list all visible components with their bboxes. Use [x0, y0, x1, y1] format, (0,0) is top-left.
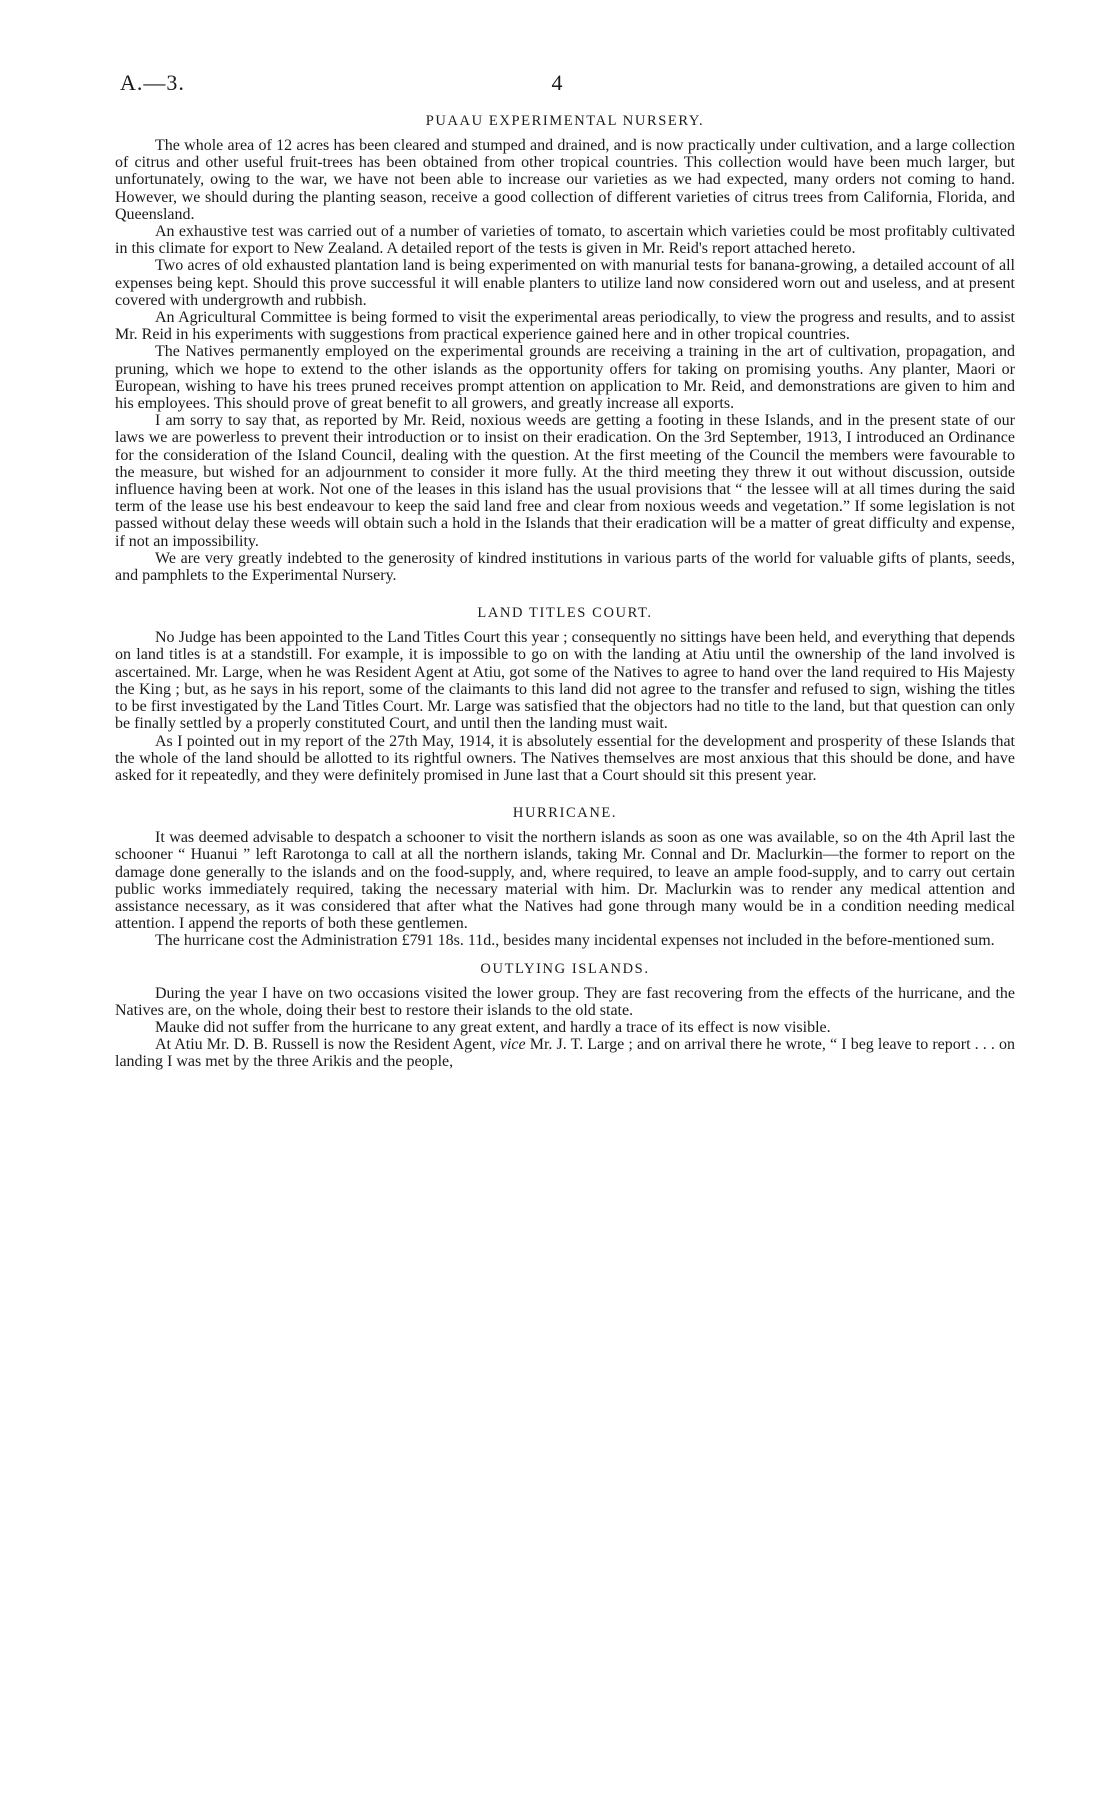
paragraph: An Agricultural Committee is being formed to visit the experimental areas periodically, to view the progress and results, and to assist Mr. Reid in his experiments with suggestions from practical experience gained here and in other tropical countries.: [115, 309, 1015, 344]
paragraph: Mauke did not suffer from the hurricane to any great extent, and hardly a trace of its effect is now visible.: [155, 1018, 831, 1036]
text-run: Mr. J. T. Large ; and on arrival there he wrote, “ I beg leave to report . . . on landing I was met by the three Arikis and the people,: [115, 1036, 1016, 1071]
paragraph: An exhaustive test was carried out of a number of varieties of tomato, to ascertain which varieties could be most profitably cultivated in this climate for export to New Zealand. A detailed report of the tests is given in Mr. Reid's report attached hereto.: [115, 223, 1015, 258]
text-run: At Atiu Mr. D. B. Russell is now the Resident Agent,: [155, 1036, 500, 1054]
document-reference: A.—3.: [120, 70, 185, 95]
paragraph: The whole area of 12 acres has been cleared and stumped and drained, and is now practically under cultivation, and a large collection of citrus and other useful fruit-trees has been obtained from other tropical countries. This collection would have been much larger, but unfortunately, owing to the war, we have not been able to increase our varieties as we had expected, many orders not coming to hand. However, we should during the planting season, receive a good collection of different varieties of citrus trees from California, Florida, and Queensland.: [115, 137, 1015, 223]
section-heading-puaau-nursery: PUAAU EXPERIMENTAL NURSERY.: [425, 113, 705, 129]
running-head: [120, 70, 994, 100]
paragraph: It was deemed advisable to despatch a schooner to visit the northern islands as soon as one was available, so on the 4th April last the schooner “ Huanui ” left Rarotonga to call at all the northern islands, taking Mr. Connal and Dr. Maclurkin—the former to report on the damage done generally to the islands and on the food-supply, and, where required, to leave an ample food-supply, and to carry out certain public works immediately required, taking the necessary material with him. Dr. Maclurkin was to render any medical attention and assistance necessary, as it was considered that after what the Natives had gone through many would be in a condition needing medical attention. I append the reports of both these gentlemen.: [115, 829, 1015, 933]
paragraph: No Judge has been appointed to the Land Titles Court this year ; consequently no sittings have been held, and everything that depends on land titles is at a standstill. For example, it is impossible to go on with the landing at Atiu until the ownership of the land involved is ascertained. Mr. Large, when he was Resident Agent at Atiu, got some of the Natives to agree to hand over the land required to His Majesty the King ; but, as he says in his report, some of the claimants to this land did not agree to the transfer and refused to sign, wishing the titles to be first investigated by the Land Titles Court. Mr. Large was satisfied that the objectors had no title to the land, but that question can only be finally settled by a properly constituted Court, and until then the landing must wait.: [115, 629, 1015, 733]
paragraph: As I pointed out in my report of the 27th May, 1914, it is absolutely essential for the development and prosperity of these Islands that the whole of the land should be allotted to its rightful owners. The Natives themselves are most anxious that this should be done, and have asked for it repeatedly, and they were definitely promised in June last that a Court should sit this present year.: [115, 732, 1015, 784]
section-heading-land-titles-court: LAND TITLES COURT.: [477, 605, 653, 622]
paragraph-atiu: [115, 1036, 1015, 1070]
paragraph: The Natives permanently employed on the experimental grounds are receiving a training in the art of cultivation, propagation, and pruning, which we hope to extend to the other islands as the opportunity offers for taking on promising youths. Any planter, Maori or European, wishing to have his trees pruned receives prompt attention on application to Mr. Reid, and demonstrations are given to him and his employees. This should prove of great benefit to all growers, and greatly increase all exports.: [115, 343, 1015, 413]
section-heading-outlying-islands: OUTLYING ISLANDS.: [480, 960, 650, 977]
paragraph: I am sorry to say that, as reported by Mr. Reid, noxious weeds are getting a footing in these Islands, and in the present state of our laws we are powerless to prevent their introduction or to insist on their eradication. On the 3rd September, 1913, I introduced an Ordinance for the consideration of the Island Council, dealing with the question. At the first meeting of the Council the members were favourable to the measure, but wished for an adjournment to consider it more fully. At the third meeting they threw it out without discussion, outside influence having been at work. Not one of the leases in this island has the usual provisions that “ the lessee will at all times during the said term of the lease use his best endeavour to keep the said land free and clear from noxious weeds and vegetation.” If some legislation is not passed without delay these weeds will obtain such a hold in the Islands that their eradication will be a matter of great difficulty and expense, if not an impossibility.: [115, 412, 1015, 550]
paragraph: We are very greatly indebted to the generosity of kindred institutions in various parts of the world for valuable gifts of plants, seeds, and pamphlets to the Experimental Nursery.: [115, 549, 1015, 585]
document-body: [115, 112, 1015, 1071]
paragraph: The hurricane cost the Administration £791 18s. 11d., besides many incidental expenses not included in the before-mentioned sum.: [155, 932, 995, 950]
paragraph: During the year I have on two occasions visited the lower group. They are fast recovering from the effects of the hurricane, and the Natives are, on the whole, doing their best to restore their islands to the old state.: [115, 984, 1015, 1019]
italic-vice: vice: [499, 1036, 526, 1054]
section-heading-hurricane: HURRICANE.: [512, 805, 618, 822]
paragraph: Two acres of old exhausted plantation land is being experimented on with manurial tests for banana-growing, a detailed account of all expenses being kept. Should this prove successful it will enable planters to utilize land now considered worn out and useless, and at present covered with undergrowth and rubbish.: [115, 257, 1015, 309]
page-number: 4: [551, 70, 563, 95]
